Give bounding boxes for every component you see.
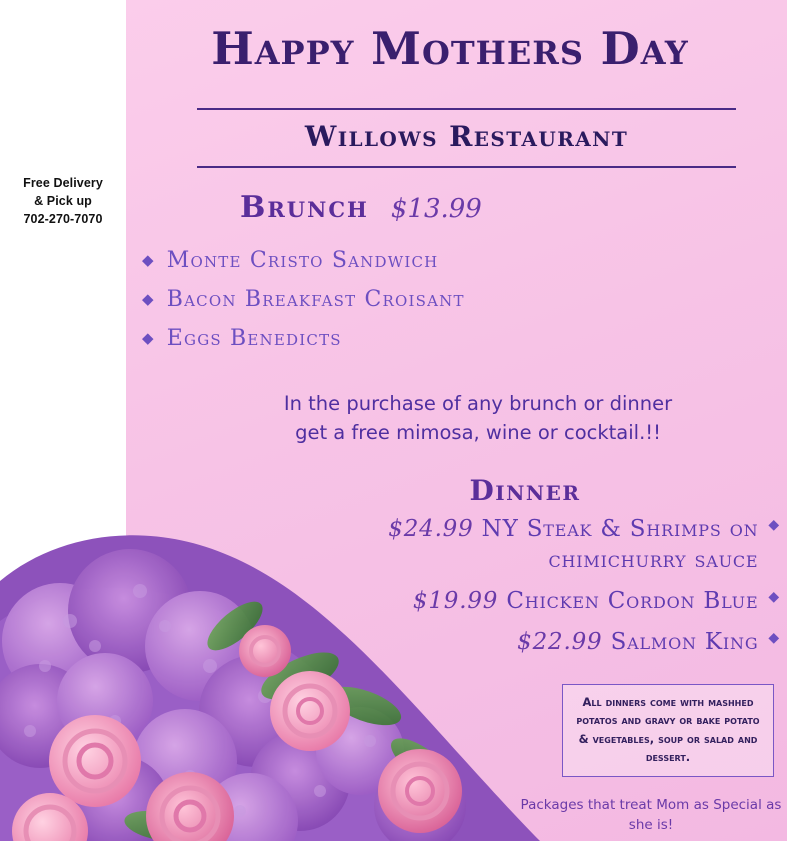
dinner-item-2 (300, 586, 758, 617)
offer-line-2: get a free mimosa, wine or cocktail.!! (295, 420, 661, 444)
brunch-item-label: Monte Cristo Sandwich (166, 248, 439, 273)
dinner-price: $24.99 (388, 516, 474, 542)
delivery-line-1: Free Delivery (23, 176, 103, 190)
diamond-bullet-icon: ◆ (142, 290, 155, 308)
dinner-item-1 (300, 514, 758, 576)
dinner-item-3 (300, 627, 758, 658)
diamond-bullet-icon: ◆ (142, 251, 155, 269)
divider-bottom (197, 166, 736, 168)
list-item (142, 287, 465, 312)
brunch-heading: Brunch (240, 190, 369, 225)
offer-text (180, 390, 776, 448)
delivery-info (0, 175, 126, 228)
list-item (300, 627, 780, 658)
dinner-note-box: All dinners come with mashhed potatos and gravy or bake potato & vegetables, soup or salad and dessert. (562, 684, 774, 777)
page-title: Happy Mothers Day (211, 22, 689, 75)
list-item (142, 326, 465, 351)
diamond-bullet-icon: ◆ (142, 329, 155, 347)
dinner-menu-list (300, 514, 780, 668)
brunch-menu-list (142, 248, 465, 365)
list-item (142, 248, 465, 273)
divider-top (197, 108, 736, 110)
offer-line-1: In the purchase of any brunch or dinner (283, 392, 673, 415)
list-item (300, 586, 780, 617)
restaurant-name: Willows Restaurant (304, 120, 629, 153)
brunch-item-label: Eggs Benedicts (166, 326, 342, 351)
dinner-price: $22.99 (517, 629, 603, 656)
dinner-label: Chicken Cordon Blue (506, 588, 759, 615)
diamond-bullet-icon: ◆ (768, 517, 780, 533)
brunch-item-label: Bacon Breakfast Croisant (166, 287, 465, 312)
brunch-price: $13.99 (390, 194, 482, 224)
tagline: Packages that treat Mom as Special as she is! (520, 797, 782, 834)
diamond-bullet-icon: ◆ (768, 630, 780, 647)
delivery-phone: 702-270-7070 (23, 211, 103, 226)
dinner-label: NY Steak & Shrimps on chimichurry sauce (481, 516, 759, 574)
list-item (300, 514, 780, 576)
dinner-label: Salmon King (610, 629, 759, 656)
diamond-bullet-icon: ◆ (768, 589, 780, 606)
dinner-heading: Dinner (469, 474, 581, 507)
delivery-line-2: & Pick up (34, 193, 92, 208)
dinner-price: $19.99 (412, 588, 499, 615)
brunch-heading-group (240, 190, 482, 225)
